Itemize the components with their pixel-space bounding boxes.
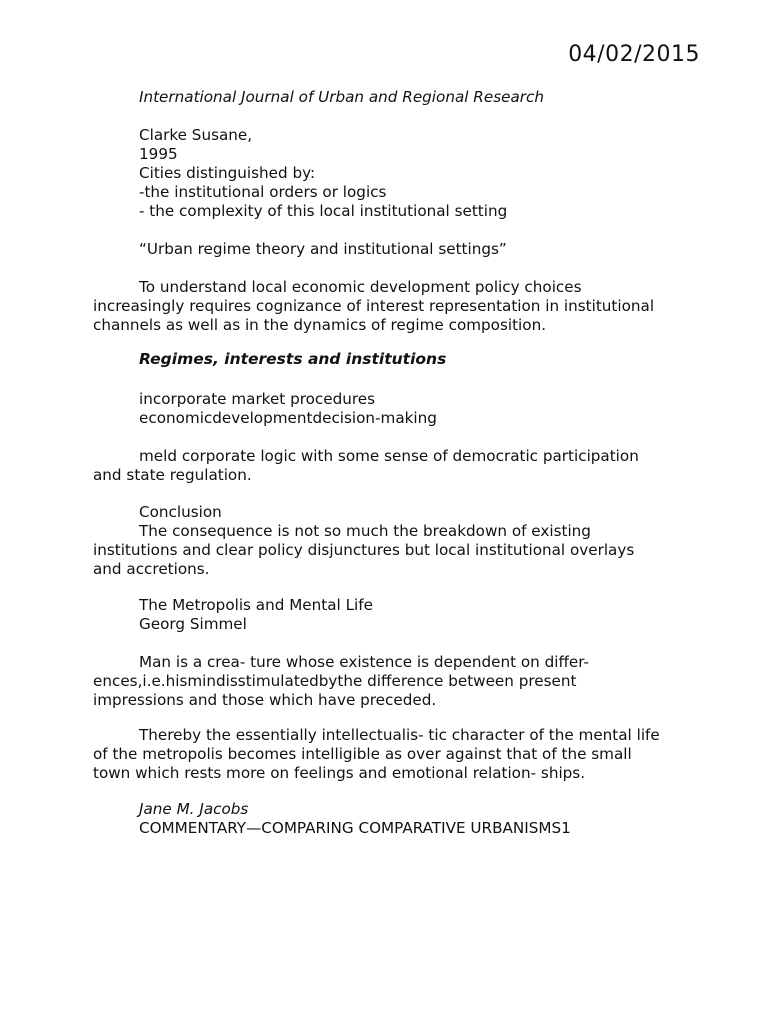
document-date: 04/02/2015 bbox=[568, 42, 700, 67]
list-item: incorporate market procedures bbox=[139, 390, 376, 408]
paragraph-line: The consequence is not so much the breakdown of existing bbox=[139, 522, 591, 540]
quoted-title: “Urban regime theory and institutional settings” bbox=[139, 240, 507, 258]
author-name: Jane M. Jacobs bbox=[139, 800, 249, 818]
author-name: Georg Simmel bbox=[139, 615, 247, 633]
work-title: The Metropolis and Mental Life bbox=[139, 596, 373, 614]
paragraph-line: impressions and those which have preceded. bbox=[93, 691, 437, 709]
paragraph-line: ences,i.e.hismindisstimulatedbythe difference between present bbox=[93, 672, 577, 690]
paragraph-line: institutions and clear policy disjunctures but local institutional overlays bbox=[93, 541, 635, 559]
list-item: economicdevelopmentdecision-making bbox=[139, 409, 437, 427]
paragraph-line: Thereby the essentially intellectualis- tic character of the mental life bbox=[139, 726, 660, 744]
paragraph-line: increasingly requires cognizance of interest representation in institutional bbox=[93, 297, 655, 315]
paragraph-line: To understand local economic development policy choices bbox=[139, 278, 582, 296]
publication-year: 1995 bbox=[139, 145, 178, 163]
conclusion-label: Conclusion bbox=[139, 503, 222, 521]
bullet-line: -the institutional orders or logics bbox=[139, 183, 387, 201]
paragraph-line: town which rests more on feelings and emotional relation- ships. bbox=[93, 764, 586, 782]
paragraph-line: and accretions. bbox=[93, 560, 210, 578]
section-heading: Regimes, interests and institutions bbox=[139, 350, 447, 368]
paragraph-line: and state regulation. bbox=[93, 466, 252, 484]
paragraph-line: of the metropolis becomes intelligible as over against that of the small bbox=[93, 745, 632, 763]
journal-title: International Journal of Urban and Regional Research bbox=[139, 88, 544, 106]
paragraph-line: Man is a crea- ture whose existence is dependent on differ- bbox=[139, 653, 590, 671]
paragraph-line: meld corporate logic with some sense of democratic participation bbox=[139, 447, 639, 465]
author-name: Clarke Susane, bbox=[139, 126, 253, 144]
bullet-line: - the complexity of this local institutional setting bbox=[139, 202, 508, 220]
paragraph-line: channels as well as in the dynamics of regime composition. bbox=[93, 316, 547, 334]
intro-line: Cities distinguished by: bbox=[139, 164, 316, 182]
work-title: COMMENTARY—COMPARING COMPARATIVE URBANISMS1 bbox=[139, 819, 571, 837]
